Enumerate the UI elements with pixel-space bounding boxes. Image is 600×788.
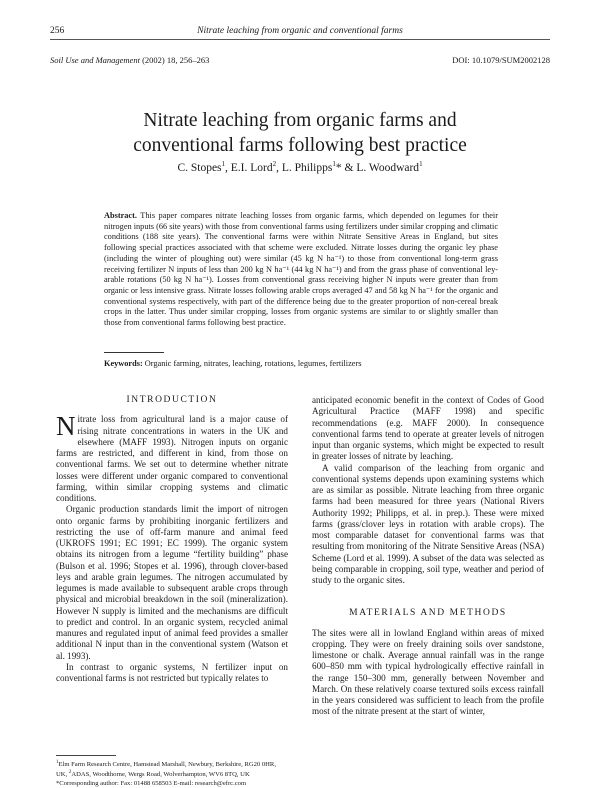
- abstract-divider: [104, 352, 164, 353]
- abstract-heading: Abstract.: [104, 211, 137, 220]
- author-separator: ,: [276, 161, 282, 174]
- author-4: L. Woodward: [356, 161, 420, 174]
- right-column: [312, 395, 544, 718]
- keywords: [104, 359, 498, 368]
- author-1-affiliation: 1: [221, 160, 226, 168]
- intro-paragraph-1-text: itrate loss from agricultural land is a major cause of rising nitrate concentrations in waters in the UK and elsewhere (MAFF 1993). Nitrogen inputs on organic farms are restricted, and different in kind, from those on conventional farms. We set out to determine whether nitrate losses were different under organic compared to conventional farming, within similar cropping systems and climatic conditions.: [56, 414, 288, 503]
- journal-line: [50, 55, 550, 65]
- journal-citation: (2002) 18, 256–263: [142, 55, 210, 65]
- author-list: [50, 160, 550, 174]
- affiliation-2-mark: 2: [68, 770, 72, 776]
- affiliation-1-mark: 1: [56, 760, 59, 765]
- left-column: [56, 395, 288, 684]
- running-header: [50, 26, 550, 40]
- materials-methods-heading: MATERIALS AND METHODS: [349, 608, 507, 619]
- author-2: E.I. Lord: [230, 161, 273, 174]
- title-line-2: conventional farms following best practice: [133, 135, 467, 156]
- affiliations: [56, 759, 288, 780]
- paper-title: [50, 108, 550, 158]
- affiliation-1: Elm Farm Research Centre, Hamstead Marshall, Newbury, Berkshire, RG20 0HR, UK,: [56, 761, 276, 779]
- author-1: C. Stopes: [177, 161, 222, 174]
- drop-cap: N: [56, 411, 76, 442]
- intro-paragraph-2: Organic production standards limit the import of nitrogen onto organic farms by prohibiting inorganic fertilizers and restricting the use of off-farm manure and animal feed (UKROFS 1991; EC 1991; EC 1999). The organic system obtains its nitrogen from a legume “fertility building” phase (Bulson et al. 1996; Stopes et al. 1996), through clover-based leys and arable grain legumes. The nitrogen accumulated by legumes is made available to subsequent arable crops through physical and microbial breakdown in the soil (mineralization). However N supply is limited and the mechanisms are difficult to predict and control. In an organic system, recycled animal manures and regulated input of animal feed provides a smaller additional N input than in the conventional system (Watson et al. 1993).: [56, 504, 288, 661]
- keywords-heading: Keywords:: [104, 359, 143, 368]
- author-3-affiliation: 1: [332, 160, 336, 168]
- intro-paragraph-continued: anticipated economic benefit in the context of Codes of Good Agricultural Practice (MAFF 1998) and specific recommendations (e.g. MAFF 2000). In consequence conventional farms tend to operate at greater levels of nitrogen input than organic systems, which might be expected to result in greater losses of nitrate by leaching.: [312, 395, 544, 462]
- footnote: [56, 759, 288, 788]
- intro-paragraph-4: A valid comparison of the leaching from organic and conventional systems depends upon examining systems which are as similar as possible. Nitrate leaching from three organic farms had been measured for three years (National Rivers Authority 1992; Philipps, et al. in prep.). These were mixed farms (grass/clover leys in rotation with arable crops). The most comparable dataset for conventional farms was that resulting from monitoring of the Nitrate Sensitive Areas (NSA) Scheme (Lord et al. 1999). A subset of the data was selected as being comparable in cropping, soil type, weather and period of study to the organic sites.: [312, 462, 544, 585]
- journal-name: Soil Use and Management: [50, 55, 140, 65]
- affiliation-2: ADAS, Woodthorne, Wergs Road, Wolverhampton, WV6 8TQ, UK: [71, 771, 250, 779]
- author-2-affiliation: 2: [272, 160, 277, 168]
- intro-paragraph-1: [56, 411, 288, 504]
- abstract-text: This paper compares nitrate leaching losses from organic farms, which depended on legumes for their nitrogen inputs (66 site years) with those from conventional farms using fertilizers under similar cropping and climatic conditions (188 site years). The conventional farms were within Nitrate Sensitive Areas in England, but sites following special practices associated with that scheme were excluded. Nitrate losses during the organic ley phase (including the winter of ploughing out) were similar (45 kg N ha⁻¹) to those from conventional long-term grass receiving fertilizer N inputs of less than 200 kg N ha⁻¹ (44 kg N ha⁻¹) and from the grass phase of conventional ley-arable rotations (50 kg N ha⁻¹). Losses from conventional grass receiving higher N inputs were greater than from organic or less intensive grass. Nitrate losses following arable crops averaged 47 and 58 kg N ha⁻¹ for the organic and conventional systems respectively, with part of the difference being due to the greater proportion of non-cereal break crops in the latter. Thus under similar cropping, losses from organic systems are similar to or slightly smaller than those from conventional farms following best practice.: [104, 211, 499, 328]
- running-title: Nitrate leaching from organic and conventional farms: [197, 26, 403, 36]
- author-3: L. Philipps: [281, 161, 333, 174]
- intro-paragraph-3: In contrast to organic systems, N fertilizer input on conventional farms is not restricted but typically relates to: [56, 661, 288, 683]
- author-separator: ,: [225, 161, 231, 174]
- title-line-1: Nitrate leaching from organic farms and: [143, 110, 457, 131]
- abstract: [104, 211, 498, 329]
- corresponding-author: *Corresponding author: Fax: 01488 658503 E-mail: research@efrc.com: [56, 779, 247, 787]
- materials-paragraph-1: The sites were all in lowland England within areas of mixed cropping. They were on freely draining soils over sandstone, limestone or chalk. Average annual rainfall was in the range 600–850 mm with typical hydrologically effective rainfall in the range 150–300 mm, generally between November and March. On these relatively coarse textured soils excess rainfall in the years considered was sufficient to leach from the profile most of the nitrate present at the start of winter,: [312, 627, 544, 717]
- doi: DOI: 10.1079/SUM2002128: [452, 55, 550, 65]
- corresponding-mark: *: [335, 161, 342, 174]
- page-number: 256: [50, 26, 65, 36]
- author-4-affiliation: 1: [419, 160, 423, 168]
- author-ampersand: &: [341, 161, 357, 174]
- introduction-heading: INTRODUCTION: [126, 395, 218, 405]
- footnote-divider: [56, 755, 116, 756]
- keywords-text: Organic farming, nitrates, leaching, rotations, legumes, fertilizers: [142, 359, 362, 368]
